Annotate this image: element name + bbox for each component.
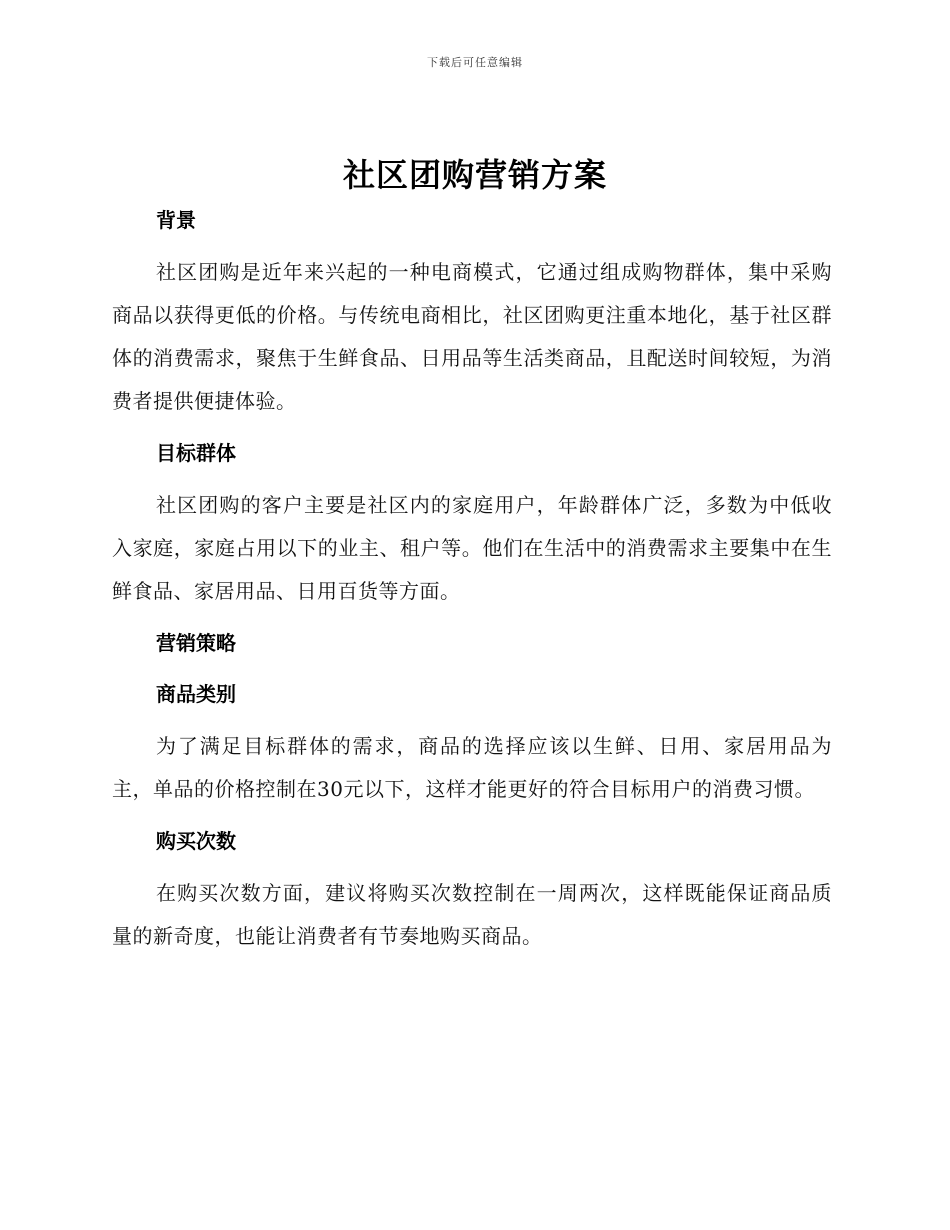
document-body (112, 200, 832, 958)
document-title: 社区团购营销方案 (342, 156, 607, 194)
section-paragraph-purchase-frequency: 在购买次数方面，建议将购买次数控制在一周两次，这样既能保证商品质量的新奇度，也能让消费者有节奏地购买商品。 (112, 881, 832, 948)
section-paragraph-product-category: 为了满足目标群体的需求，商品的选择应该以生鲜、日用、家居用品为主，单品的价格控制在30元以下，这样才能更好的符合目标用户的消费习惯。 (112, 734, 832, 801)
section-paragraph-background: 社区团购是近年来兴起的一种电商模式，它通过组成购物群体，集中采购商品以获得更低的价格。与传统电商相比，社区团购更注重本地化，基于社区群体的消费需求，聚焦于生鲜食品、日用品等生活类商品，且配送时间较短，为消费者提供便捷体验。 (112, 260, 832, 413)
section-paragraph-target-group: 社区团购的客户主要是社区内的家庭用户，年龄群体广泛，多数为中低收入家庭，家庭占用以下的业主、租户等。他们在生活中的消费需求主要集中在生鲜食品、家居用品、日用百货等方面。 (112, 493, 832, 603)
section-heading-target-group: 目标群体 (156, 441, 236, 465)
header-note: 下载后可任意编辑 (427, 56, 523, 69)
section-heading-marketing-strategy: 营销策略 (156, 631, 236, 655)
section-heading-product-category: 商品类别 (156, 682, 236, 706)
section-heading-purchase-frequency: 购买次数 (156, 829, 236, 853)
section-heading-background: 背景 (156, 208, 196, 232)
